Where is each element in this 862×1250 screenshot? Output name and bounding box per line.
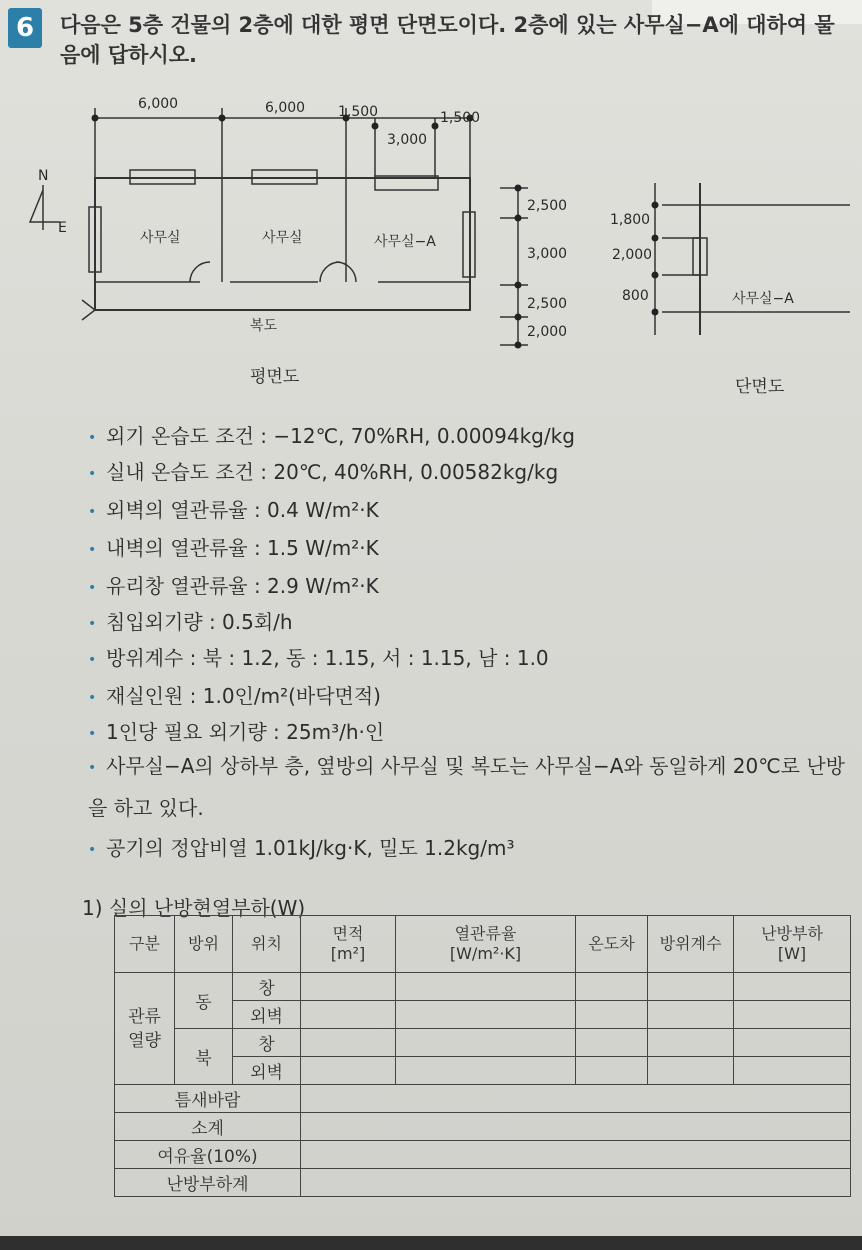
answer-cell[interactable] [396, 973, 576, 1001]
answer-cell[interactable] [396, 1057, 576, 1085]
section-dim-2: 2,000 [612, 247, 653, 263]
plan-dim-top-1: 6,000 [138, 96, 179, 112]
position-wall: 외벽 [233, 1057, 301, 1085]
condition-item: • 실내 온습도 조건 : 20℃, 40%RH, 0.00582kg/kg [88, 460, 559, 484]
answer-cell[interactable] [734, 1029, 851, 1057]
answer-cell[interactable] [396, 1001, 576, 1029]
row-infiltration: 틈새바람 [115, 1085, 301, 1113]
table-row [115, 1085, 851, 1113]
page-bottom-shadow [0, 1236, 862, 1250]
plan-door-1 [190, 262, 210, 282]
plan-dim-right-1: 2,500 [527, 198, 568, 214]
plan-dim-top-4: 3,000 [387, 132, 428, 148]
plan-corridor: 복도 [250, 318, 278, 334]
table-row [115, 1113, 851, 1141]
question-number: 6 [8, 8, 42, 48]
answer-cell[interactable] [576, 1057, 648, 1085]
plan-dim-top-3: 1,500 [338, 104, 379, 120]
condition-item: • 공기의 정압비열 1.01kJ/kg·K, 밀도 1.2kg/m³ [88, 836, 515, 860]
answer-cell[interactable] [576, 973, 648, 1001]
answer-cell[interactable] [396, 1029, 576, 1057]
plan-dim-right-4: 2,000 [527, 324, 568, 340]
plan-title: 평면도 [250, 367, 300, 387]
row-subtotal: 소계 [115, 1113, 301, 1141]
subquestion-title: 1) 실의 난방현열부하(W) [82, 896, 306, 920]
plan-section-figure [0, 0, 862, 420]
th-direction: 방위 [175, 916, 233, 973]
direction-east: 동 [175, 973, 233, 1029]
plan-break-mark [82, 300, 95, 320]
question-text: 다음은 5층 건물의 2층에 대한 평면 단면도이다. 2층에 있는 사무실−A에 대하여 물음에 답하시오. [60, 13, 835, 67]
table-row [115, 973, 851, 1001]
plan-room-2: 사무실 [262, 230, 303, 246]
position-window: 창 [233, 1029, 301, 1057]
group-label: 관류 열량 [115, 973, 175, 1085]
plan-door-2 [320, 262, 340, 282]
plan-dim-top-2: 6,000 [265, 100, 306, 116]
condition-item: • 재실인원 : 1.0인/m²(바닥면적) [88, 684, 381, 708]
condition-item: • 내벽의 열관류율 : 1.5 W/m²·K [88, 536, 379, 560]
heating-load-table [114, 915, 851, 1197]
plan-dim-right-3: 2,500 [527, 296, 568, 312]
section-dim-1: 1,800 [610, 212, 651, 228]
answer-cell[interactable] [648, 1057, 734, 1085]
condition-item: • 1인당 필요 외기량 : 25m³/h·인 [88, 720, 385, 744]
east-label: E [58, 220, 67, 236]
th-category: 구분 [115, 916, 175, 973]
condition-item: • 사무실−A의 상하부 층, 옆방의 사무실 및 복도는 사무실−A와 동일하게 20℃로 난방을 하고 있다. [88, 754, 845, 820]
direction-north: 북 [175, 1029, 233, 1085]
position-wall: 외벽 [233, 1001, 301, 1029]
plan-dim-right-2: 3,000 [527, 246, 568, 262]
th-position: 위치 [233, 916, 301, 973]
answer-cell[interactable] [648, 1029, 734, 1057]
condition-item: • 침입외기량 : 0.5회/h [88, 610, 293, 634]
section-dim-3: 800 [622, 288, 649, 304]
answer-cell[interactable] [576, 1029, 648, 1057]
plan-room-1: 사무실 [140, 230, 181, 246]
answer-cell[interactable] [301, 1113, 851, 1141]
answer-cell[interactable] [301, 1029, 396, 1057]
answer-cell[interactable] [301, 973, 396, 1001]
section-title: 단면도 [735, 377, 785, 397]
condition-item: • 유리창 열관류율 : 2.9 W/m²·K [88, 574, 379, 598]
answer-cell[interactable] [734, 1057, 851, 1085]
row-total-heating-load: 난방부하계 [115, 1169, 301, 1197]
answer-cell[interactable] [301, 1001, 396, 1029]
answer-cell[interactable] [301, 1169, 851, 1197]
condition-item: • 외기 온습도 조건 : −12℃, 70%RH, 0.00094kg/kg [88, 424, 575, 448]
north-label: N [38, 168, 49, 184]
position-window: 창 [233, 973, 301, 1001]
section-room-a: 사무실−A [732, 291, 794, 307]
table-row [115, 1141, 851, 1169]
answer-cell[interactable] [301, 1057, 396, 1085]
answer-cell[interactable] [648, 1001, 734, 1029]
table-row [115, 1029, 851, 1057]
th-area: 면적 [m²] [301, 916, 396, 973]
th-temp-diff: 온도차 [576, 916, 648, 973]
answer-cell[interactable] [576, 1001, 648, 1029]
row-margin: 여유율(10%) [115, 1141, 301, 1169]
table-row [115, 1169, 851, 1197]
answer-cell[interactable] [301, 1141, 851, 1169]
th-heating-load: 난방부하 [W] [734, 916, 851, 973]
plan-room-a: 사무실−A [374, 234, 436, 250]
plan-dim-top-5: 1,500 [440, 110, 481, 126]
answer-cell[interactable] [301, 1085, 851, 1113]
table-header-row [115, 916, 851, 973]
answer-cell[interactable] [734, 1001, 851, 1029]
condition-item: • 방위계수 : 북 : 1.2, 동 : 1.15, 서 : 1.15, 남 : 1.0 [88, 646, 549, 670]
condition-item: • 외벽의 열관류율 : 0.4 W/m²·K [88, 498, 379, 522]
answer-cell[interactable] [648, 973, 734, 1001]
answer-cell[interactable] [734, 973, 851, 1001]
th-u-value: 열관류율 [W/m²·K] [396, 916, 576, 973]
th-orientation-factor: 방위계수 [648, 916, 734, 973]
